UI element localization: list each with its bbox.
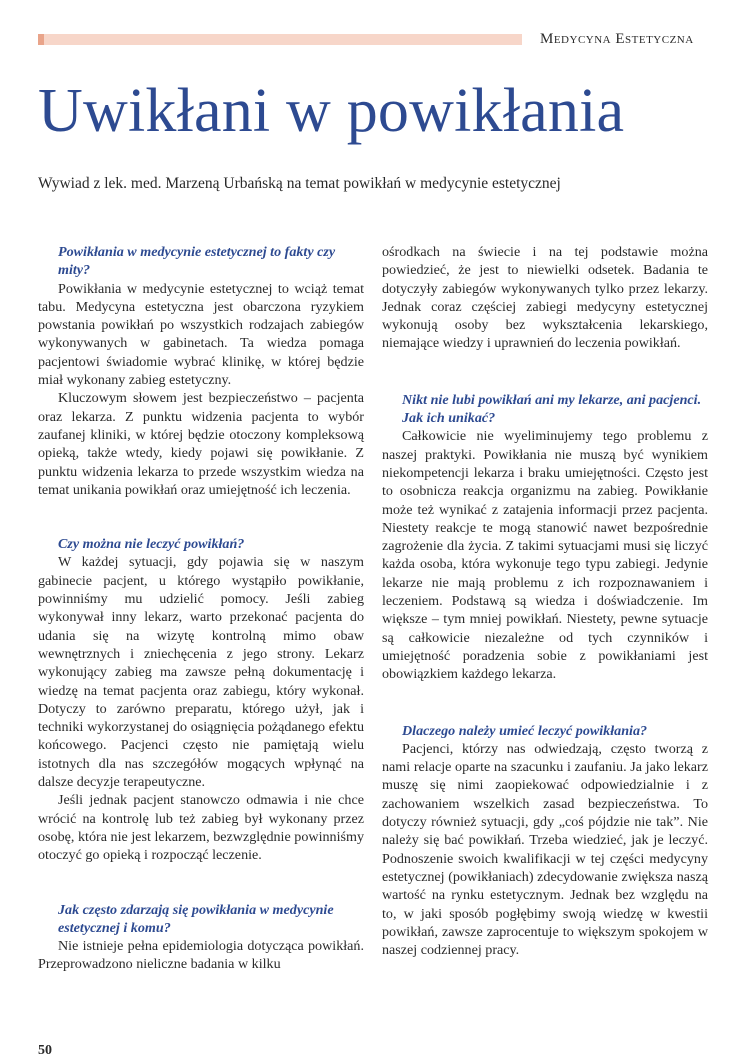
question-heading: Dlaczego należy umieć leczyć powikłania? (402, 722, 648, 739)
continued-paragraph: ośrodkach na świecie i na tej podstawie można powiedzieć, że jest to niewielki odsetek. Badania te dotyczyły zabiegów wykonywanych tylko przez lekarzy. Jednak coraz częściej zabiegi medycyny estetycznej wykonują osoby bez wykształcenia lekarskiego, niemające wiedzy i uprawnień do leczenia powikłań. (382, 244, 708, 352)
page-number: 50 (38, 1043, 52, 1058)
article-subtitle: Wywiad z lek. med. Marzeną Urbańską na temat powikłań w medycynie estetycznej (38, 175, 561, 192)
answer-paragraph: Całkowicie nie wyeliminujemy tego problemu z naszej praktyki. Powikłania nie muszą być wynikiem niekompetencji lekarza i braku umiejętności. Często jest to osobnicza reakcja organizmu na zabieg. Powikłanie może też wynikać z zatajenia informacji przez pacjenta. Niestety reakcje te mogą stanowić nawet bezpośrednie zagrożenie dla życia. Z takimi sytuacjami musi się liczyć każda osoba, która wykonuje tego typu zabiegi. Jedynie lekarze nie mają problemu z ich rozpoznawaniem i leczeniem. Podstawą są wiedza i doświadczenie. Im większe – tym mniej powikłań. Niestety, pewne sytuacje są całkowicie niezależne od tych czynników i umiejętność poradzenia sobie z powikłaniami jest obowiązkiem każdego lekarza. (382, 428, 708, 683)
header-bar-accent (38, 34, 44, 45)
section-label: Medycyna Estetyczna (540, 31, 694, 47)
answer-paragraph: Jeśli jednak pacjent stanowczo odmawia i nie chce wrócić na kontrolę lub też zabieg był wykonany przez osobę, która nie jest lekarzem, bezwzględnie powinniśmy otoczyć go opieką i rozpocząć leczenie. (38, 792, 364, 864)
question-heading: Nikt nie lubi powikłań ani my lekarze, ani pacjenci. Jak ich unikać? (402, 391, 702, 427)
article-title: Uwikłani w powikłania (38, 77, 625, 145)
section-spacer (382, 684, 708, 722)
section-spacer (38, 499, 364, 535)
answer-paragraph: Kluczowym słowem jest bezpieczeństwo – pacjenta oraz lekarza. Z punktu widzenia pacjenta to wybór zaufanej kliniki, w której będzie otoczony kompleksową opieką, także wtedy, kiedy pojawi się powikłanie. Z punktu widzenia lekarza to przede wszystkim wiedza na temat unikania powikłań oraz umiejętność ich leczenia. (38, 390, 364, 498)
left-column (38, 243, 364, 974)
right-column (382, 243, 708, 959)
section-spacer (38, 865, 364, 901)
header-decorative-bar (38, 34, 522, 45)
answer-paragraph: W każdej sytuacji, gdy pojawia się w naszym gabinecie pacjent, u którego wystąpiło powikłanie, powinniśmy mu udzielić pomocy. Jeśli zabieg wykonywał inny lekarz, warto przekonać pacjenta do udania się na wizytę kontrolną mimo obaw wewnętrznych i zniechęcenia z jego strony. Lekarz wykonujący zabieg ma zawsze pełną dokumentację i wiedzę na temat pacjenta oraz zabiegu, który wykonał. Dotyczy to zarówno preparatu, którego użył, jak i techniki wykorzystanej do osiągnięcia pożądanego efektu końcowego. Pacjenci często nie pamiętają wielu istotnych dla nas szczegółów mogących wpłynąć na dalsze decyzje terapeutyczne. (38, 554, 364, 791)
question-heading: Jak często zdarzają się powikłania w medycynie estetycznej i komu? (58, 901, 334, 936)
question-heading: Czy można nie leczyć powikłań? (58, 536, 245, 553)
answer-paragraph: Powikłania w medycynie estetycznej to wciąż temat tabu. Medycyna estetyczna jest obarczona ryzykiem powstania powikłań po wszystkich rodzajach zabiegów wykonywanych w gabinetach. Ta wiedza pomaga pacjentowi świadomie wybrać klinikę, w której będzie miał wykonany zabieg estetyczny. (38, 280, 364, 389)
section-spacer (382, 353, 708, 391)
question-heading: Powikłania w medycynie estetycznej to fakty czy mity? (58, 244, 336, 279)
answer-paragraph: Nie istnieje pełna epidemiologia dotycząca powikłań. Przeprowadzono nieliczne badania w kilku (38, 938, 364, 973)
answer-paragraph: Pacjenci, którzy nas odwiedzają, często tworzą z nami relacje oparte na szacunku i zaufaniu. Ja jako lekarz muszę się nimi zaopiekować odpowiedzialnie i z zachowaniem wszelkich zasad bezpieczeństwa. To dotyczy również sytuacji, gdy „coś pójdzie nie tak”. Nie należy się bać powikłań. Trzeba wiedzieć, jak je leczyć. Podnoszenie swoich kwalifikacji w tej części medycyny estetycznej (powikłaniach) zdecydowanie zwiększa naszą wartość na rynku estetycznym. Jednak bez względu na to, w jaki sposób pogłębimy swoją wiedzę w kwestii powikłań, zawsze zaprocentuje to większym spokojem w naszej codziennej pracy. (382, 740, 708, 959)
